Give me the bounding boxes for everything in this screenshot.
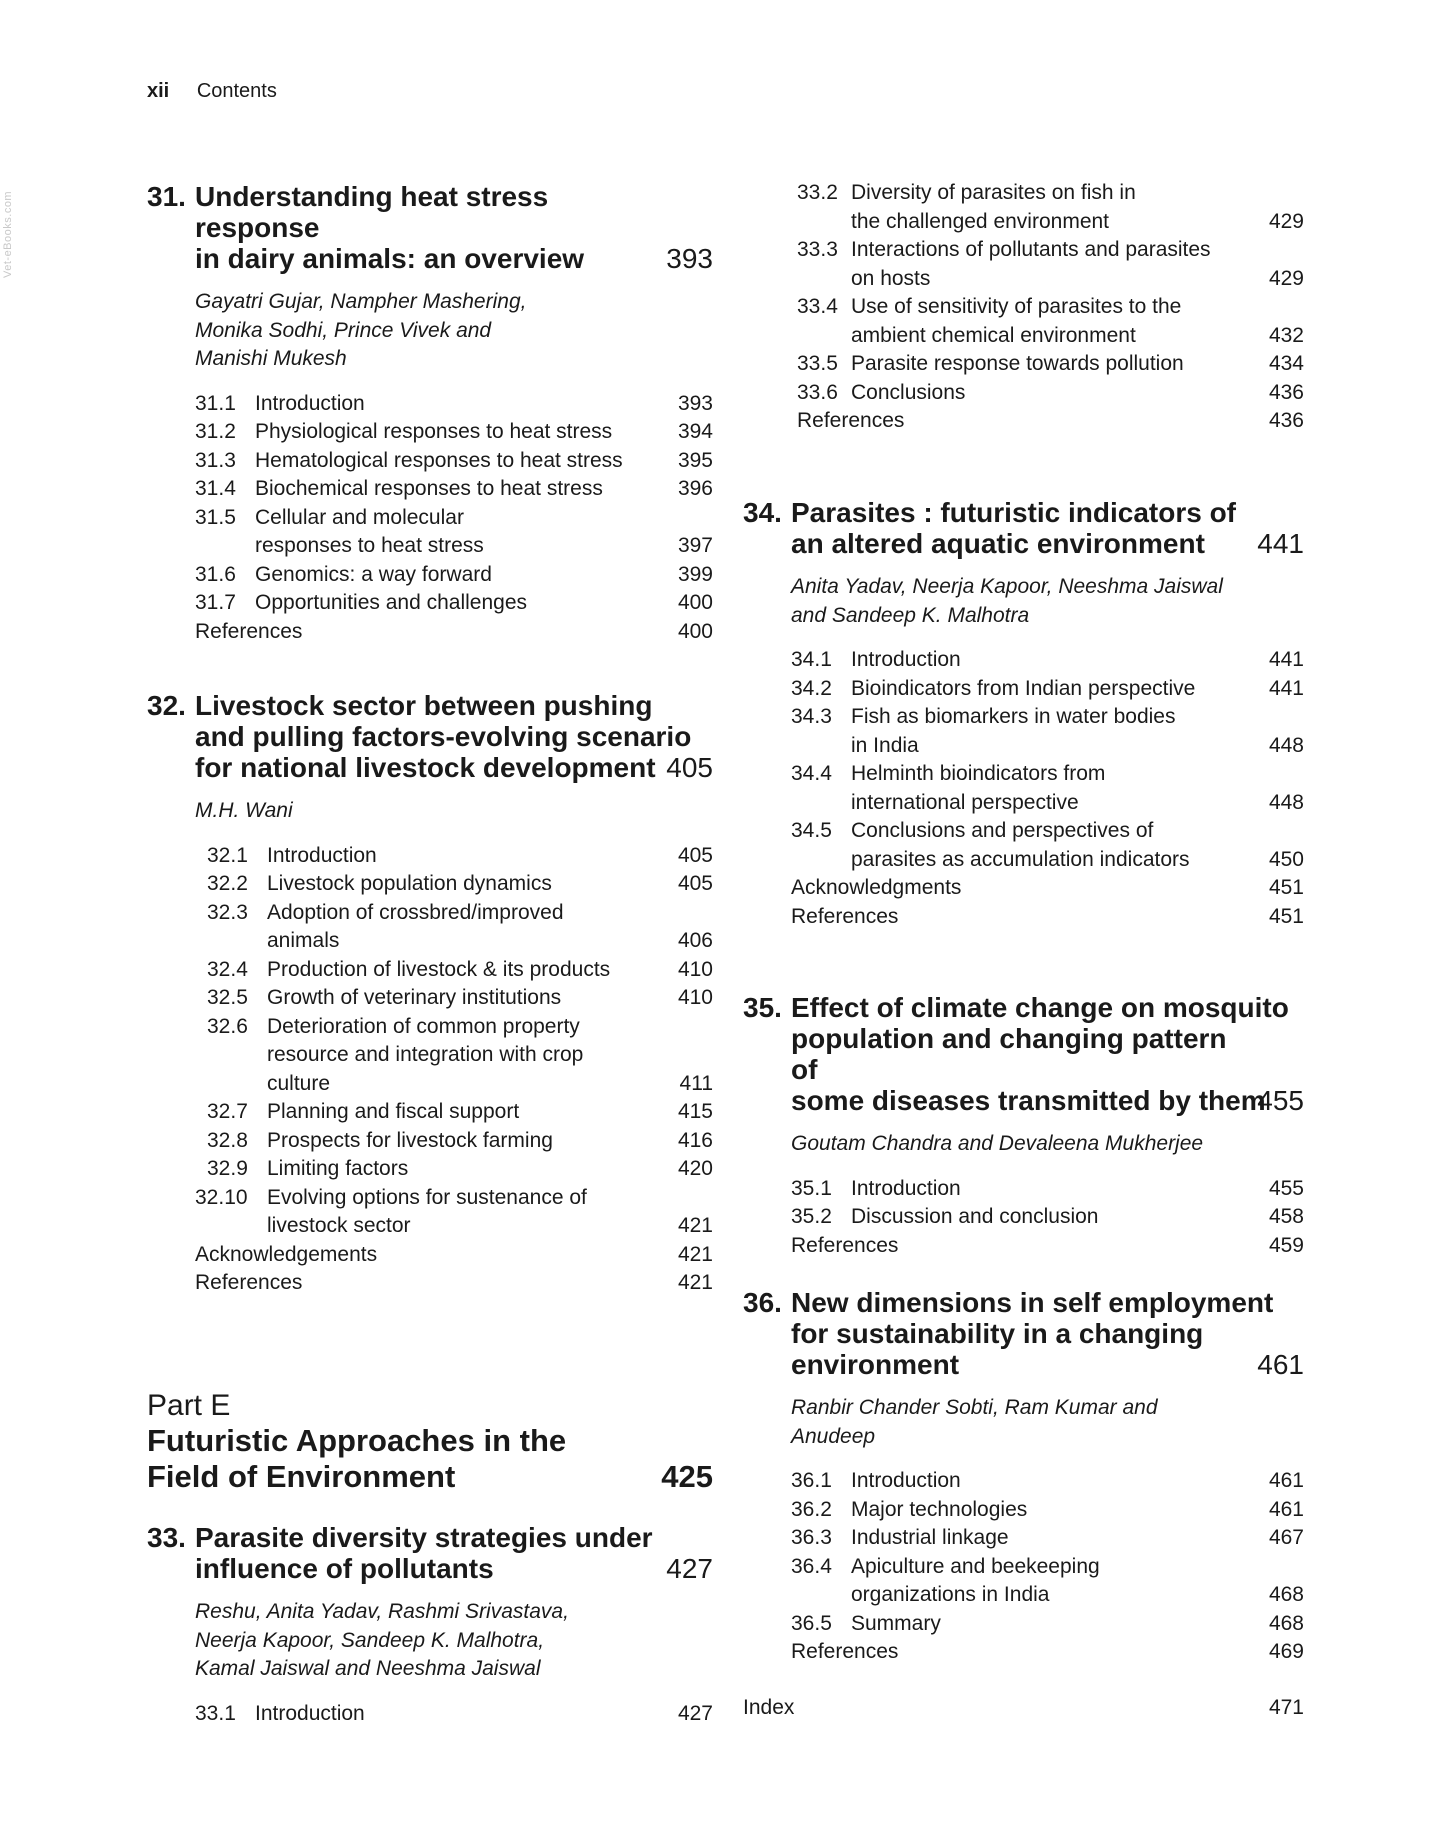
- part-title: [147, 1423, 713, 1495]
- part-page: 425: [661, 1459, 713, 1494]
- index-label: Index: [743, 1696, 795, 1719]
- section-number: 32.2: [207, 872, 248, 895]
- toc-entry[interactable]: [743, 1203, 1304, 1232]
- section-page: 461: [1268, 1497, 1304, 1521]
- section-title: References: [195, 1271, 303, 1294]
- chapter-title-line: Livestock sector between pushing: [195, 690, 653, 721]
- toc-entry[interactable]: [147, 984, 713, 1013]
- section-page: 436: [1268, 380, 1304, 404]
- section-title: Introduction: [851, 1176, 961, 1200]
- toc-entry[interactable]: [743, 379, 1304, 408]
- toc-entry[interactable]: [147, 899, 713, 956]
- section-number: 32.8: [207, 1128, 248, 1152]
- section-number: 31.4: [195, 477, 236, 500]
- section-title: Introduction: [255, 1701, 365, 1725]
- section-number: 32.9: [207, 1157, 248, 1180]
- part-title-line: Field of Environment: [147, 1459, 456, 1494]
- chapter-page: 427: [666, 1553, 713, 1584]
- section-title: Parasite response towards pollution: [851, 352, 1184, 375]
- section-title: References: [797, 409, 905, 432]
- toc-entry[interactable]: [147, 1013, 713, 1099]
- section-title: Discussion and conclusion: [851, 1205, 1099, 1228]
- chapter-title-line: Parasite diversity strategies under: [195, 1522, 653, 1553]
- section-title: Use of sensitivity of parasites to the ambient chemical environment: [851, 295, 1182, 347]
- chapter-heading[interactable]: [743, 992, 1304, 1116]
- chapter-title-line: some diseases transmitted by them: [791, 1085, 1266, 1116]
- section-title: Summary: [851, 1611, 941, 1635]
- section-number: 34.4: [791, 762, 832, 785]
- section-title: Introduction: [267, 843, 377, 867]
- chapter-title-line: in dairy animals: an overview: [195, 243, 585, 274]
- author-line: M.H. Wani: [195, 799, 293, 822]
- running-title: Contents: [196, 80, 277, 102]
- section-page: 396: [677, 477, 713, 500]
- toc-entry[interactable]: [147, 418, 713, 447]
- author-line: Gayatri Gujar, Nampher Mashering,: [195, 290, 527, 313]
- section-title: Growth of veterinary institutions: [267, 986, 562, 1009]
- chapter-page: 455: [1257, 1085, 1304, 1116]
- section-number: 33.2: [797, 181, 838, 204]
- chapter-title-line: for national livestock development: [195, 752, 656, 783]
- toc-entry[interactable]: [147, 390, 713, 419]
- chapter-authors: [195, 288, 713, 374]
- chapter-title-line: Parasites : futuristic indicators of: [791, 497, 1236, 528]
- section-number: 32.10: [195, 1185, 248, 1209]
- section-title: Interactions of pollutants and parasites on hosts: [851, 238, 1211, 290]
- toc-entry[interactable]: [147, 561, 713, 590]
- section-title: Introduction: [851, 1469, 961, 1492]
- section-number: 33.5: [797, 352, 838, 375]
- section-title: References: [195, 619, 303, 643]
- section-number: 36.3: [791, 1526, 832, 1549]
- section-number: 31.5: [195, 505, 236, 529]
- section-page: 468: [1268, 1583, 1304, 1606]
- part-label: Part E: [147, 1389, 231, 1422]
- section-page: 416: [677, 1128, 713, 1152]
- author-line: and Sandeep K. Malhotra: [791, 603, 1030, 627]
- section-title: Opportunities and challenges: [255, 591, 528, 614]
- section-list: [743, 1175, 1304, 1261]
- chapter-authors: [195, 1598, 713, 1684]
- section-title: References: [791, 904, 899, 928]
- toc-entry[interactable]: [147, 589, 713, 618]
- section-number: 32.6: [207, 1014, 248, 1038]
- toc-entry[interactable]: [147, 1155, 713, 1184]
- section-number: 31.6: [195, 562, 236, 586]
- section-title: Bioindicators from Indian perspective: [851, 676, 1196, 700]
- toc-entry-acknowledgments[interactable]: [743, 874, 1304, 903]
- author-line: Ranbir Chander Sobti, Ram Kumar and: [791, 1396, 1158, 1419]
- chapter-number: 32.: [147, 690, 186, 721]
- toc-entry[interactable]: [743, 350, 1304, 379]
- chapter-page: 461: [1257, 1349, 1304, 1380]
- toc-entry[interactable]: [743, 703, 1304, 760]
- section-number: 33.4: [797, 295, 838, 318]
- toc-entry-references[interactable]: [147, 618, 713, 647]
- section-page: 441: [1268, 676, 1304, 700]
- section-number: 36.1: [791, 1469, 832, 1492]
- section-number: 33.1: [195, 1701, 236, 1725]
- section-title: Fish as biomarkers in water bodies in India: [851, 705, 1176, 757]
- section-number: 34.5: [791, 819, 832, 842]
- section-number: 31.1: [195, 391, 236, 415]
- section-title: Production of livestock & its products: [267, 957, 611, 981]
- chapter-36: [743, 1287, 1304, 1667]
- toc-entry-references[interactable]: [743, 407, 1304, 436]
- section-title: Biochemical responses to heat stress: [255, 477, 603, 500]
- toc-entry[interactable]: [743, 293, 1304, 350]
- section-title: Conclusions: [851, 380, 966, 404]
- section-title: Adoption of crossbred/improved animals: [267, 900, 564, 952]
- toc-entry[interactable]: [147, 956, 713, 985]
- toc-entry[interactable]: [743, 1175, 1304, 1204]
- chapter-title-line: and pulling factors-evolving scenario: [195, 721, 692, 752]
- section-page: 394: [677, 420, 713, 443]
- section-page: 429: [1268, 266, 1304, 290]
- section-number: 31.3: [195, 448, 236, 472]
- chapter-heading[interactable]: [147, 181, 713, 274]
- section-page: 461: [1268, 1469, 1304, 1492]
- chapter-page: 441: [1257, 528, 1304, 559]
- author-line: Reshu, Anita Yadav, Rashmi Srivastava,: [195, 1600, 569, 1623]
- toc-entry[interactable]: [147, 870, 713, 899]
- section-number: 32.1: [207, 843, 248, 867]
- chapter-number: 36.: [743, 1287, 782, 1318]
- toc-entry[interactable]: [743, 675, 1304, 704]
- section-page: 455: [1268, 1176, 1304, 1200]
- section-page: 406: [677, 929, 713, 952]
- author-line: Goutam Chandra and Devaleena Mukherjee: [791, 1132, 1204, 1155]
- toc-entry[interactable]: [743, 1524, 1304, 1553]
- section-page: 421: [677, 1271, 713, 1294]
- section-number: 33.3: [797, 238, 838, 261]
- chapter-title-line: population and changing pattern of: [791, 1023, 1227, 1085]
- section-page: 411: [679, 1071, 713, 1095]
- section-page: 400: [677, 591, 713, 614]
- section-title: Conclusions and perspectives of parasites as accumulation indicators: [851, 819, 1190, 871]
- section-number: 31.7: [195, 591, 236, 614]
- author-line: Anita Yadav, Neerja Kapoor, Neeshma Jaiswal: [791, 575, 1223, 598]
- section-list: [147, 390, 713, 647]
- section-title: Physiological responses to heat stress: [255, 420, 613, 443]
- section-page: 436: [1268, 409, 1304, 432]
- author-line: Monika Sodhi, Prince Vivek and: [195, 318, 492, 342]
- section-title: Helminth bioindicators from international perspective: [851, 762, 1106, 814]
- toc-entry[interactable]: [147, 1098, 713, 1127]
- chapter-heading[interactable]: [147, 1522, 713, 1584]
- section-title: Introduction: [255, 391, 365, 415]
- part-e-heading[interactable]: [147, 1389, 713, 1495]
- section-number: 36.2: [791, 1497, 832, 1521]
- section-page: 467: [1268, 1526, 1304, 1549]
- section-title: Apiculture and beekeeping organizations in India: [851, 1554, 1100, 1606]
- section-number: 32.5: [207, 986, 248, 1009]
- section-title: References: [791, 1233, 899, 1257]
- chapter-authors: [195, 797, 713, 826]
- chapter-heading[interactable]: [743, 1287, 1304, 1380]
- section-page: 421: [677, 1242, 713, 1266]
- section-title: Introduction: [851, 648, 961, 671]
- section-page: 400: [677, 619, 713, 643]
- section-number: 34.1: [791, 648, 832, 671]
- toc-entry[interactable]: [743, 179, 1304, 236]
- toc-entry-references[interactable]: [743, 1232, 1304, 1261]
- section-page: 399: [677, 562, 713, 586]
- toc-entry[interactable]: [743, 817, 1304, 874]
- section-title: Cellular and molecular responses to heat stress: [255, 505, 484, 557]
- toc-entry[interactable]: [743, 236, 1304, 293]
- chapter-title-line: New dimensions in self employment: [791, 1287, 1274, 1318]
- chapter-authors: [791, 573, 1304, 630]
- running-head: [147, 80, 277, 103]
- section-number: 35.1: [791, 1176, 832, 1200]
- chapter-page: 393: [666, 243, 713, 274]
- chapter-34: [743, 497, 1304, 931]
- section-page: 450: [1268, 847, 1304, 871]
- section-page: 459: [1268, 1233, 1304, 1257]
- chapter-title-line: influence of pollutants: [195, 1553, 494, 1584]
- section-number: 32.7: [207, 1100, 248, 1123]
- toc-entry[interactable]: [743, 760, 1304, 817]
- section-page: 415: [677, 1100, 713, 1123]
- toc-entry-references[interactable]: [743, 903, 1304, 932]
- section-number: 32.3: [207, 900, 248, 924]
- toc-entry[interactable]: [147, 1127, 713, 1156]
- chapter-heading[interactable]: [743, 497, 1304, 559]
- section-page: 451: [1268, 876, 1304, 899]
- section-title: Livestock population dynamics: [267, 872, 552, 895]
- section-number: 34.2: [791, 676, 832, 700]
- section-list: [147, 1700, 713, 1729]
- section-page: 405: [677, 872, 713, 895]
- section-title: Limiting factors: [267, 1157, 409, 1180]
- toc-entry[interactable]: [743, 646, 1304, 675]
- toc-entry[interactable]: [743, 1467, 1304, 1496]
- section-title: References: [791, 1640, 899, 1663]
- author-line: Neerja Kapoor, Sandeep K. Malhotra,: [195, 1628, 545, 1652]
- section-page: 410: [677, 986, 713, 1009]
- section-number: 31.2: [195, 420, 236, 443]
- chapter-title-line: for sustainability in a changing: [791, 1318, 1204, 1349]
- section-list: [147, 842, 713, 1298]
- section-title: Deterioration of common property resource and integration with crop culture: [267, 1014, 584, 1095]
- section-page: 420: [677, 1157, 713, 1180]
- toc-entry[interactable]: [743, 1496, 1304, 1525]
- section-title: Diversity of parasites on fish in the challenged environment: [851, 181, 1136, 233]
- section-page: 448: [1268, 790, 1304, 814]
- section-page: 429: [1268, 209, 1304, 233]
- toc-entry[interactable]: [147, 842, 713, 871]
- chapter-title-line: environment: [791, 1349, 960, 1380]
- section-number: 36.5: [791, 1611, 832, 1635]
- chapter-title-line: Effect of climate change on mosquito: [791, 992, 1289, 1023]
- section-number: 34.3: [791, 705, 832, 728]
- section-page: 397: [677, 534, 713, 557]
- section-number: 35.2: [791, 1205, 832, 1228]
- chapter-title-line: Understanding heat stress response: [195, 181, 549, 243]
- section-number: 36.4: [791, 1554, 832, 1578]
- section-page: 468: [1268, 1611, 1304, 1635]
- section-title: Acknowledgments: [791, 876, 962, 899]
- part-title-line: Futuristic Approaches in the: [147, 1423, 567, 1458]
- section-page: 410: [677, 957, 713, 981]
- section-title: Major technologies: [851, 1497, 1028, 1521]
- toc-entry[interactable]: [743, 1553, 1304, 1610]
- toc-entry-references[interactable]: [147, 1269, 713, 1298]
- section-page: 451: [1268, 904, 1304, 928]
- page-number: xii: [147, 80, 170, 102]
- section-page: 448: [1268, 733, 1304, 757]
- chapter-32: [147, 690, 713, 1298]
- section-title: Acknowledgements: [195, 1242, 378, 1266]
- chapter-33: [147, 1522, 713, 1728]
- chapter-page: 405: [666, 752, 713, 783]
- chapter-authors: [791, 1394, 1304, 1451]
- toc-entry[interactable]: [147, 504, 713, 561]
- section-page: 405: [677, 843, 713, 867]
- section-title: Industrial linkage: [851, 1526, 1009, 1549]
- chapter-31: [147, 181, 713, 646]
- section-number: 33.6: [797, 380, 838, 404]
- chapter-number: 33.: [147, 1522, 186, 1553]
- section-page: 393: [677, 391, 713, 415]
- section-title: Genomics: a way forward: [255, 562, 492, 586]
- chapter-number: 31.: [147, 181, 186, 212]
- toc-entry[interactable]: [743, 1610, 1304, 1639]
- section-page: 434: [1268, 352, 1304, 375]
- index-entry[interactable]: [743, 1694, 1304, 1723]
- toc-entry-references[interactable]: [743, 1638, 1304, 1667]
- author-line: Kamal Jaiswal and Neeshma Jaiswal: [195, 1657, 541, 1680]
- section-number: 32.4: [207, 957, 248, 981]
- section-page: 421: [677, 1214, 713, 1237]
- toc-entry[interactable]: [147, 1184, 713, 1241]
- toc-entry[interactable]: [147, 1700, 713, 1729]
- section-page: 395: [677, 448, 713, 472]
- author-line: Manishi Mukesh: [195, 347, 347, 370]
- section-page: 441: [1268, 648, 1304, 671]
- section-list: [743, 1467, 1304, 1667]
- index-page: 471: [1268, 1696, 1304, 1719]
- chapter-number: 34.: [743, 497, 782, 528]
- chapter-heading[interactable]: [147, 690, 713, 783]
- toc-entry-acknowledgements[interactable]: [147, 1241, 713, 1270]
- chapter-35: [743, 992, 1304, 1260]
- chapter-33-continued: [743, 179, 1304, 436]
- section-title: Planning and fiscal support: [267, 1100, 520, 1123]
- chapter-authors: [791, 1130, 1304, 1159]
- section-title: Prospects for livestock farming: [267, 1128, 553, 1152]
- chapter-title-line: an altered aquatic environment: [791, 528, 1205, 559]
- author-line: Anudeep: [791, 1424, 876, 1448]
- section-title: Hematological responses to heat stress: [255, 448, 623, 472]
- toc-entry[interactable]: [147, 447, 713, 476]
- chapter-number: 35.: [743, 992, 782, 1023]
- section-page: 432: [1268, 323, 1304, 347]
- section-page: 469: [1268, 1640, 1304, 1663]
- section-page: 427: [677, 1701, 713, 1725]
- section-title: Evolving options for sustenance of livestock sector: [267, 1185, 587, 1237]
- watermark-text: Vet-eBooks.com: [2, 190, 14, 278]
- section-list: [743, 646, 1304, 931]
- toc-entry[interactable]: [147, 475, 713, 504]
- section-page: 458: [1268, 1205, 1304, 1228]
